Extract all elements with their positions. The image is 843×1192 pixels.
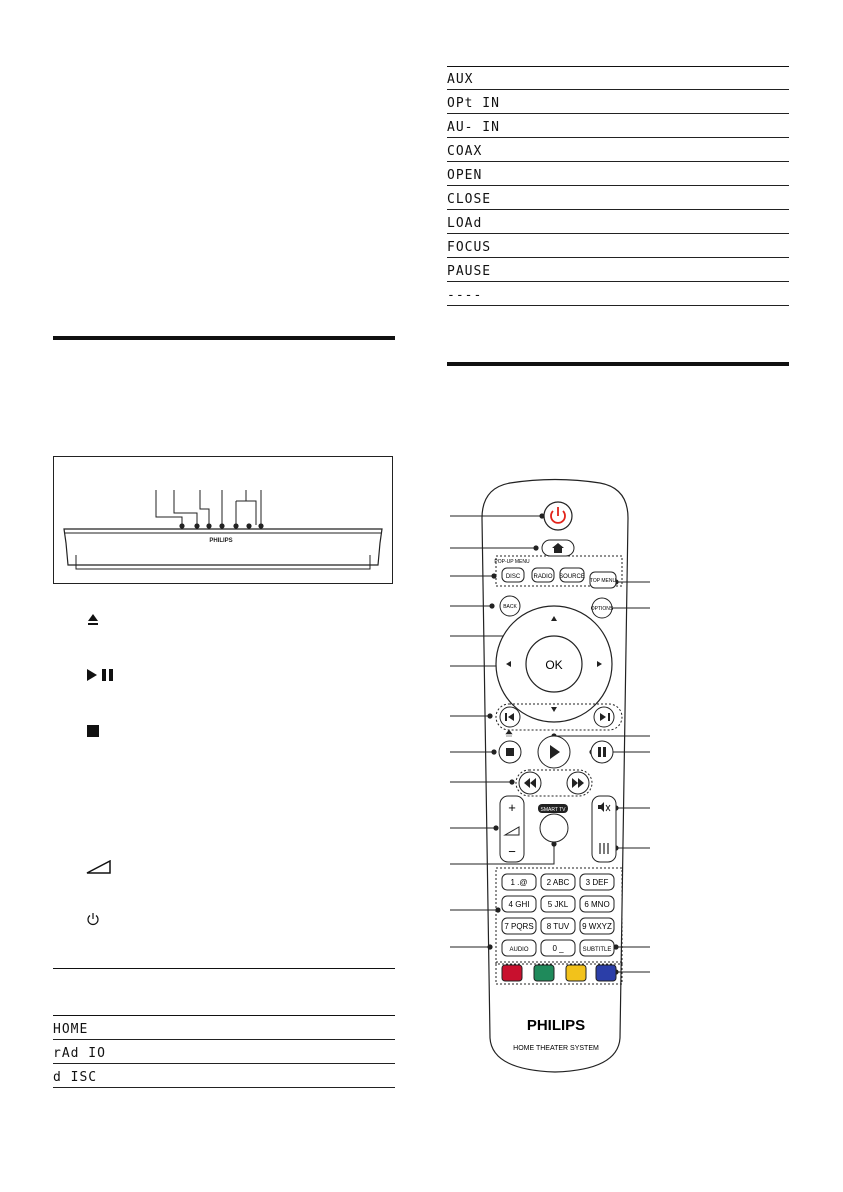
svg-text:8 TUV: 8 TUV <box>546 922 570 931</box>
front-panel-figure <box>53 456 393 584</box>
red-button[interactable] <box>502 965 522 981</box>
power-button[interactable] <box>544 502 572 530</box>
table-row <box>447 186 789 210</box>
display-message: COAX <box>447 144 483 159</box>
section-rule-right <box>447 362 789 366</box>
table-row <box>53 1040 395 1064</box>
keypad-button[interactable] <box>541 918 575 934</box>
svg-text:OK: OK <box>545 658 563 672</box>
section-rule-thin <box>53 968 395 969</box>
display-message: LOAd <box>447 216 483 231</box>
table-row <box>447 162 789 186</box>
eject-icon <box>86 612 100 630</box>
back-button[interactable] <box>500 596 520 616</box>
keypad-button[interactable] <box>541 896 575 912</box>
volume-icon <box>86 860 112 878</box>
table-top-border <box>447 66 789 67</box>
table-row <box>447 282 789 306</box>
svg-text:3 DEF: 3 DEF <box>585 878 609 887</box>
svg-text:AUDIO: AUDIO <box>509 947 529 953</box>
stop-button[interactable] <box>499 741 521 763</box>
display-message: d ISC <box>53 1070 98 1085</box>
fast-forward-button[interactable] <box>567 772 589 794</box>
pause-button[interactable] <box>591 741 613 763</box>
display-message: AU- IN <box>447 120 500 135</box>
radio-button[interactable] <box>532 568 554 582</box>
yellow-button[interactable] <box>566 965 586 981</box>
power-icon <box>86 912 100 930</box>
play-pause-icon <box>86 668 116 686</box>
next-button[interactable] <box>594 707 614 727</box>
remote-subtitle: HOME THEATER SYSTEM <box>513 1045 599 1052</box>
disc-button[interactable] <box>502 568 524 582</box>
subtitle-button[interactable] <box>580 940 614 956</box>
stop-icon <box>86 724 100 742</box>
keypad-button[interactable] <box>580 874 614 890</box>
previous-button[interactable] <box>500 707 520 727</box>
zero-button[interactable] <box>541 940 575 956</box>
table-row <box>447 138 789 162</box>
source-button[interactable] <box>559 568 585 582</box>
keypad-button[interactable] <box>541 874 575 890</box>
svg-text:2 ABC: 2 ABC <box>546 878 570 887</box>
front-panel-illustration <box>54 457 392 583</box>
svg-text:RADIO: RADIO <box>533 574 553 580</box>
smart-tv-button[interactable] <box>538 804 568 842</box>
svg-text:BACK: BACK <box>503 604 517 610</box>
table-row <box>447 258 789 282</box>
ok-button[interactable] <box>526 636 582 692</box>
svg-text:DISC: DISC <box>505 574 521 580</box>
display-message: ---- <box>447 288 483 303</box>
display-message: CLOSE <box>447 192 492 207</box>
keypad-button[interactable] <box>580 918 614 934</box>
front-panel-brand: PHILIPS <box>209 538 233 544</box>
play-button[interactable] <box>538 736 570 768</box>
svg-text:SUBTITLE: SUBTITLE <box>582 947 612 953</box>
table-row <box>447 66 789 90</box>
keypad-button[interactable] <box>502 896 536 912</box>
svg-text:−: − <box>508 844 516 859</box>
popup-menu-label: POP-UP MENU <box>494 559 530 565</box>
table-row <box>447 114 789 138</box>
display-message: PAUSE <box>447 264 492 279</box>
display-message: HOME <box>53 1022 89 1037</box>
display-message: FOCUS <box>447 240 492 255</box>
svg-text:1 .@: 1 .@ <box>510 878 528 887</box>
keypad-button[interactable] <box>502 874 536 890</box>
section-rule-left <box>53 336 395 340</box>
svg-text:6 MNO: 6 MNO <box>584 900 610 909</box>
display-message: AUX <box>447 72 474 87</box>
svg-text:0 _: 0 _ <box>552 944 564 953</box>
blue-button[interactable] <box>596 965 616 981</box>
svg-text:SMART TV: SMART TV <box>540 807 566 813</box>
table-row <box>53 1064 395 1088</box>
svg-text:TOP MENU: TOP MENU <box>589 578 617 584</box>
display-message: OPEN <box>447 168 483 183</box>
svg-text:SOURCE: SOURCE <box>559 574 585 580</box>
svg-text:OPTIONS: OPTIONS <box>590 606 614 612</box>
audio-button[interactable] <box>502 940 536 956</box>
keypad-button[interactable] <box>502 918 536 934</box>
mute-sound-rocker[interactable] <box>592 796 616 862</box>
keypad-button[interactable] <box>580 896 614 912</box>
volume-rocker[interactable] <box>500 796 524 862</box>
svg-text:7 PQRS: 7 PQRS <box>504 922 534 931</box>
svg-text:9 WXYZ: 9 WXYZ <box>582 922 612 931</box>
table-row <box>447 90 789 114</box>
display-message: rAd IO <box>53 1046 106 1061</box>
home-button[interactable] <box>542 540 574 556</box>
display-message: OPt IN <box>447 96 500 111</box>
remote-brand: PHILIPS <box>526 1017 586 1034</box>
svg-text:+: + <box>508 800 516 815</box>
svg-text:5 JKL: 5 JKL <box>547 900 569 909</box>
top-menu-button[interactable] <box>590 572 617 588</box>
svg-text:4 GHI: 4 GHI <box>508 900 530 909</box>
remote-control-figure <box>450 478 660 1083</box>
table-row <box>447 210 789 234</box>
green-button[interactable] <box>534 965 554 981</box>
table-row <box>447 234 789 258</box>
rewind-button[interactable] <box>519 772 541 794</box>
remote-control <box>450 478 660 1078</box>
table-row <box>53 1016 395 1040</box>
